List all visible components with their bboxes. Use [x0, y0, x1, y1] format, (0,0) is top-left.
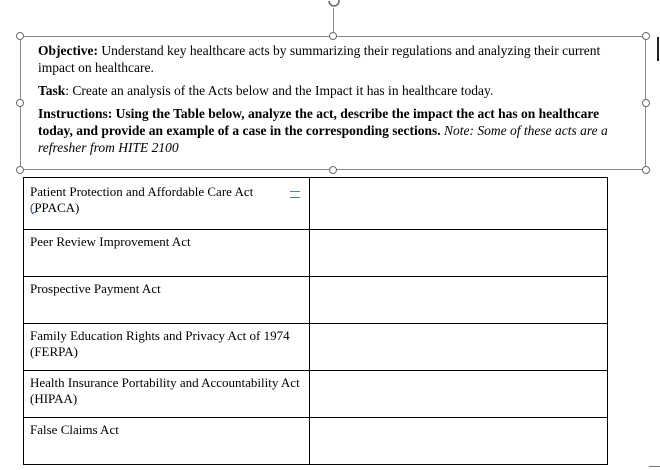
objective-text: Understand key healthcare acts by summarizing their regulations and analyzing their current impact on healthcare. — [38, 43, 601, 75]
page-corner-marker — [649, 466, 660, 467]
instructions-text: Instructions: Using the Table below, analyze the act, describe the impact the act has on healthcare today, and provide an example of a case in the corresponding sections. — [38, 106, 600, 138]
table-row — [24, 324, 608, 371]
resize-handle-bottom-left[interactable] — [16, 166, 24, 174]
resize-handle-right[interactable] — [642, 99, 650, 107]
impact-cell[interactable] — [310, 324, 608, 371]
act-cell[interactable]: Health Insurance Portability and Accountability Act (HIPAA) — [24, 371, 310, 418]
impact-cell[interactable] — [310, 277, 608, 324]
note-text: Note: Some of these acts are a refresher from HITE 2100 — [38, 123, 608, 155]
resize-handle-bottom[interactable] — [329, 166, 337, 174]
instructions-textbox[interactable] — [20, 36, 646, 170]
act-cell[interactable]: False Claims Act — [24, 418, 310, 465]
table-row — [24, 371, 608, 418]
task-label: Task — [38, 83, 66, 98]
page-edge-marker — [657, 37, 659, 61]
impact-cell[interactable] — [310, 418, 608, 465]
instructions-paragraph — [38, 105, 628, 156]
act-cell[interactable]: Prospective Payment Act — [24, 277, 310, 324]
task-text: : Create an analysis of the Acts below and the Impact it has in healthcare today. — [65, 83, 494, 98]
act-cell[interactable]: Patient Protection and Affordable Care Act (PPACA) — [24, 178, 310, 230]
table-row — [24, 418, 608, 465]
resize-handle-top[interactable] — [329, 32, 337, 40]
resize-handle-left[interactable] — [16, 99, 24, 107]
table-row — [24, 178, 608, 230]
acts-table — [23, 177, 608, 465]
textbox-content[interactable] — [38, 42, 628, 162]
table-row — [24, 230, 608, 277]
task-paragraph — [38, 82, 628, 99]
act-cell[interactable]: Peer Review Improvement Act — [24, 230, 310, 277]
resize-handle-bottom-right[interactable] — [642, 166, 650, 174]
resize-handle-top-left[interactable] — [16, 32, 24, 40]
act-cell[interactable]: Family Education Rights and Privacy Act of 1974 (FERPA) — [24, 324, 310, 371]
impact-cell[interactable] — [310, 178, 608, 230]
objective-label: Objective: — [38, 43, 98, 58]
text-cursor-icon — [31, 206, 36, 213]
table-row — [24, 277, 608, 324]
rotate-stem — [333, 8, 334, 32]
impact-cell[interactable] — [310, 371, 608, 418]
impact-cell[interactable] — [310, 230, 608, 277]
table-move-icon[interactable] — [290, 191, 300, 198]
objective-paragraph — [38, 42, 628, 76]
rotate-icon[interactable] — [326, 0, 342, 8]
resize-handle-top-right[interactable] — [642, 32, 650, 40]
